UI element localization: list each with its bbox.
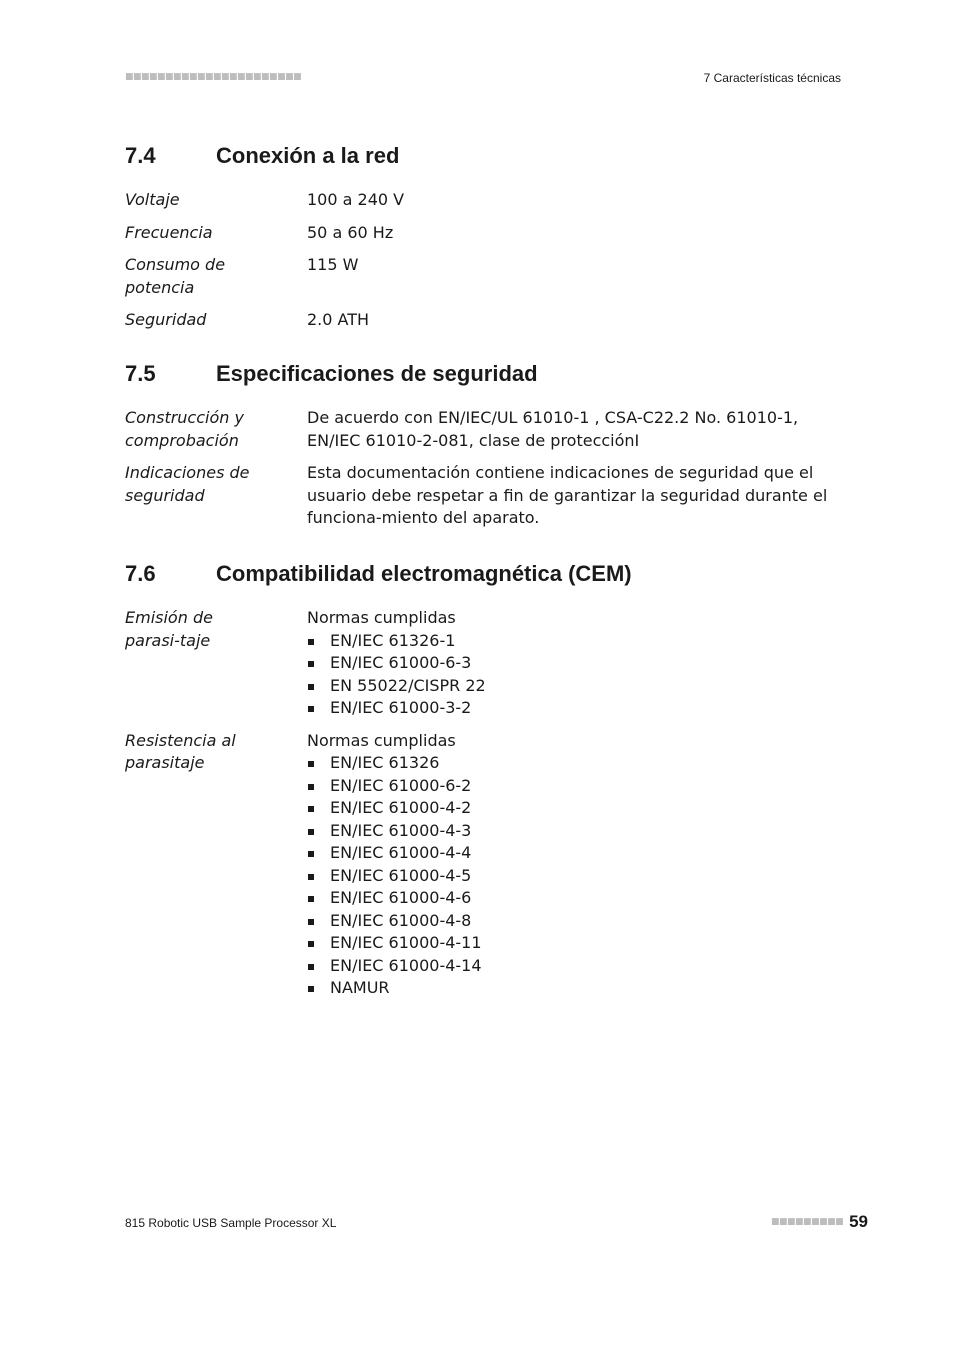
bullet-square-icon xyxy=(308,896,314,902)
list-item: EN/IEC 61000-4-6 xyxy=(307,887,830,910)
section-number: 7.6 xyxy=(125,561,156,586)
standards-list xyxy=(307,752,830,1000)
bullet-square-icon xyxy=(308,964,314,970)
list-item: EN/IEC 61000-4-14 xyxy=(307,955,830,978)
page-number: 59 xyxy=(849,1212,868,1231)
bullet-square-icon xyxy=(308,919,314,925)
bullet-square-icon xyxy=(308,986,314,992)
spec-row-frecuencia xyxy=(125,222,830,245)
section-especificaciones-seguridad xyxy=(125,359,830,530)
bullet-square-icon xyxy=(308,851,314,857)
spec-label: Resistencia al parasitaje xyxy=(125,730,236,772)
standards-list xyxy=(307,630,830,720)
section-heading xyxy=(125,141,830,171)
spec-label: Frecuencia xyxy=(125,222,213,242)
section-conexion-red xyxy=(125,141,830,332)
spec-label: Seguridad xyxy=(125,310,207,329)
spec-row-voltaje xyxy=(125,189,830,212)
spec-value: Esta documentación contiene indicaciones de seguridad que el usuario debe respetar a fin de garantizar la seguridad durante el funciona-miento del aparato. xyxy=(307,463,828,527)
list-item: EN/IEC 61000-4-5 xyxy=(307,865,830,888)
footer-decoration: ■■■■■■■■■ xyxy=(771,1217,844,1227)
bullet-square-icon xyxy=(308,706,314,712)
spec-label: Voltaje xyxy=(125,190,180,209)
bullet-square-icon xyxy=(308,661,314,667)
spec-label: Consumo de potencia xyxy=(125,255,226,297)
spec-row-indicaciones xyxy=(125,462,830,530)
spec-label: Indicaciones de seguridad xyxy=(125,463,250,505)
standards-intro: Normas cumplidas xyxy=(307,608,456,627)
spec-value xyxy=(307,730,830,1000)
spec-label: Construcción y comprobación xyxy=(125,408,244,450)
list-item: EN/IEC 61326-1 xyxy=(307,630,830,653)
section-number: 7.5 xyxy=(125,361,156,386)
section-title: Conexión a la red xyxy=(216,143,400,168)
spec-value xyxy=(307,607,830,720)
bullet-square-icon xyxy=(308,784,314,790)
spec-row-seguridad xyxy=(125,309,830,332)
spec-row-construccion xyxy=(125,407,830,452)
list-item: EN/IEC 61000-4-3 xyxy=(307,820,830,843)
bullet-square-icon xyxy=(308,874,314,880)
list-item: NAMUR xyxy=(307,977,830,1000)
bullet-square-icon xyxy=(308,806,314,812)
bullet-square-icon xyxy=(308,761,314,767)
spec-value: 2.0 ATH xyxy=(307,310,370,329)
bullet-square-icon xyxy=(308,941,314,947)
section-number: 7.4 xyxy=(125,143,156,168)
section-title: Compatibilidad electromagnética (CEM) xyxy=(216,561,632,586)
list-item: EN/IEC 61000-4-11 xyxy=(307,932,830,955)
spec-value: 115 W xyxy=(307,255,359,274)
spec-row-resistencia xyxy=(125,730,830,1000)
list-item: EN/IEC 61000-4-4 xyxy=(307,842,830,865)
section-compatibilidad-em xyxy=(125,559,830,1000)
header-decoration: ■■■■■■■■■■■■■■■■■■■■■■ xyxy=(125,72,302,82)
list-item: EN/IEC 61000-3-2 xyxy=(307,697,830,720)
bullet-square-icon xyxy=(308,684,314,690)
spec-value: 100 a 240 V xyxy=(307,190,405,209)
list-item: EN/IEC 61326 xyxy=(307,752,830,775)
list-item: EN/IEC 61000-6-2 xyxy=(307,775,830,798)
standards-intro: Normas cumplidas xyxy=(307,730,456,750)
spec-value: De acuerdo con EN/IEC/UL 61010-1 , CSA-C22.2 No. 61010-1, EN/IEC 61010-2-081, clase de protecciónI xyxy=(307,408,799,450)
footer-pagination xyxy=(771,1212,868,1232)
footer-product-name: 815 Robotic USB Sample Processor XL xyxy=(125,1216,337,1230)
list-item: EN/IEC 61000-4-8 xyxy=(307,910,830,933)
list-item: EN 55022/CISPR 22 xyxy=(307,675,830,698)
section-heading xyxy=(125,559,830,589)
spec-label: Emisión de parasi-taje xyxy=(125,608,213,650)
spec-row-emision xyxy=(125,607,830,720)
spec-row-consumo xyxy=(125,254,830,299)
spec-value: 50 a 60 Hz xyxy=(307,222,394,242)
bullet-square-icon xyxy=(308,639,314,645)
section-title: Especificaciones de seguridad xyxy=(216,361,538,386)
list-item: EN/IEC 61000-4-2 xyxy=(307,797,830,820)
bullet-square-icon xyxy=(308,829,314,835)
list-item: EN/IEC 61000-6-3 xyxy=(307,652,830,675)
section-heading xyxy=(125,359,830,389)
running-head: 7 Características técnicas xyxy=(703,71,841,85)
